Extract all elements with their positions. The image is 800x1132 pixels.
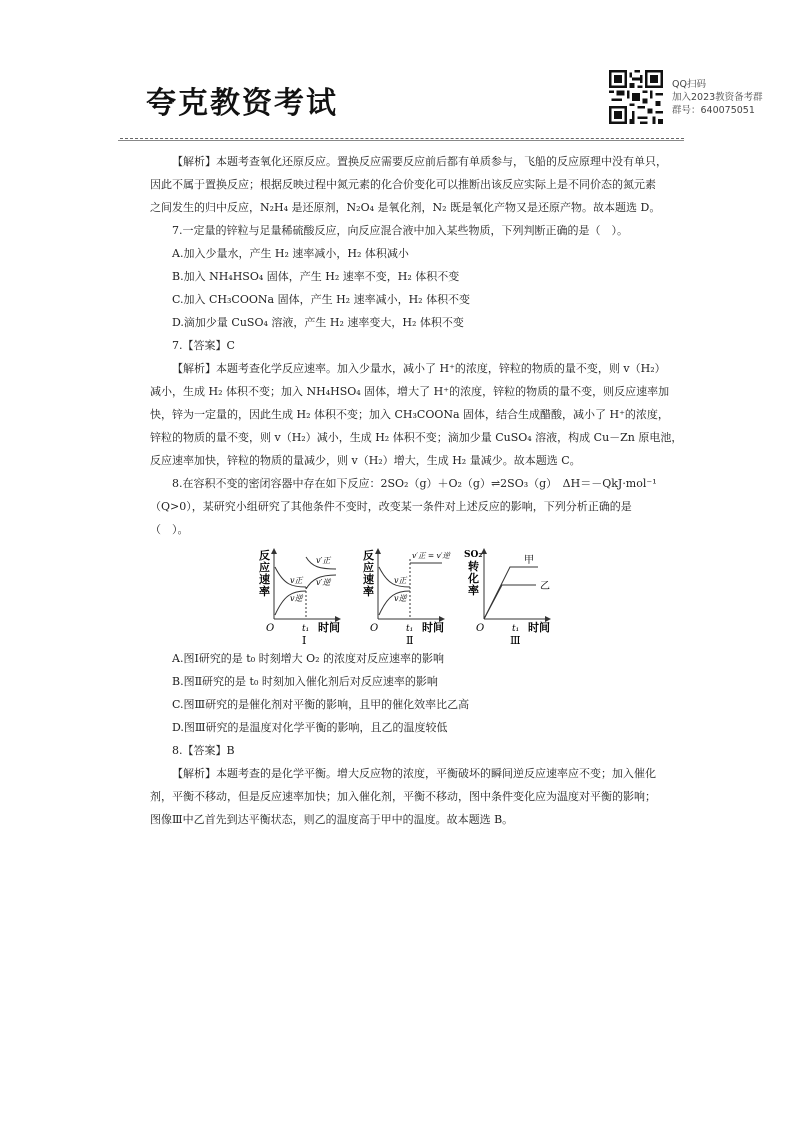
qr-caption-line1: QQ扫码	[672, 79, 706, 90]
text-line: 反应速率加快，锌粒的物质的量减少，则 v（H₂）增大，生成 H₂ 量减少。故本题选 C。	[150, 454, 581, 467]
graph-3-ylabel-2: 转	[468, 560, 479, 573]
graph-3-roman: Ⅲ	[510, 634, 521, 645]
text-line: 8.在容积不变的密闭容器中存在如下反应：2SO₂（g）＋O₂（g）⇌2SO₃（g） ΔH＝－QkJ·mol⁻¹	[172, 477, 657, 490]
graph-1-ylabel-3: 速	[259, 573, 270, 586]
text-line: B.加入 NH₄HSO₄ 固体，产生 H₂ 速率不变，H₂ 体积不变	[172, 270, 460, 283]
graph-2-ylabel-1: 反	[363, 549, 374, 562]
graph-2-ylabel-4: 率	[363, 585, 374, 598]
graph-1-ylabel-4: 率	[259, 585, 270, 598]
graph-2-origin: O	[370, 623, 379, 634]
text-line: 剂，平衡不移动，但是反应速率加快；加入催化剂，平衡不移动，图中条件变化应为温度对平衡的影响；	[150, 790, 656, 803]
graph-1-ylabel-1: 反	[259, 549, 270, 562]
text-line: 减小，生成 H₂ 体积不变；加入 NH₄HSO₄ 固体，增大了 H⁺的浓度，锌粒的物质的量不变，则反应速率加	[150, 385, 670, 398]
graph-3	[464, 549, 550, 645]
graph-1-label-v-fwd: v正	[290, 576, 303, 585]
text-line: D.滴加少量 CuSO₄ 溶液，产生 H₂ 速率变大，H₂ 体积不变	[172, 316, 464, 329]
text-line: 【解析】本题考查氧化还原反应。置换反应需要反应前后都有单质参与，飞船的反应原理中没有单只，	[172, 155, 667, 168]
figure-svg	[150, 545, 684, 645]
text-line: C.加入 CH₃COONa 固体，产生 H₂ 速率减小，H₂ 体积不变	[172, 293, 471, 306]
text-line: 快，锌为一定量的，因此生成 H₂ 体积不变；加入 CH₃COONa 固体，结合生成醋酸，减小了 H⁺的浓度，	[150, 408, 669, 421]
text-line: A.加入少量水，产生 H₂ 速率减小，H₂ 体积减小	[172, 247, 409, 260]
graph-2-xlabel: 时间	[422, 621, 444, 634]
text-line: （ ）。	[150, 523, 189, 536]
graph-3-xlabel: 时间	[528, 621, 550, 634]
qr-caption	[672, 78, 763, 117]
graph-3-tick-t1: t₁	[512, 624, 520, 634]
graph-3-label-yi: 乙	[540, 581, 550, 592]
graph-3-series-yi	[484, 585, 536, 619]
text-line: 图像Ⅲ中乙首先到达平衡状态，则乙的温度高于甲中的温度。故本题选 B。	[150, 813, 514, 826]
graph-1-roman: Ⅰ	[302, 634, 307, 645]
graph-1-origin: O	[266, 623, 275, 634]
text-block-bottom	[150, 647, 684, 831]
graph-3-label-jia: 甲	[524, 555, 534, 566]
text-line: 7.【答案】C	[172, 339, 235, 352]
graph-1-xlabel: 时间	[318, 621, 340, 634]
text-line: 之间发生的归中反应，N₂H₄ 是还原剂，N₂O₄ 是氧化剂，N₂ 既是氧化产物又是还原产物。故本题选 D。	[150, 201, 661, 214]
graph-1-label-v-rev2: v′逆	[316, 578, 331, 587]
figure-rate-graphs	[150, 545, 684, 645]
text-line: D.图Ⅲ研究的是温度对化学平衡的影响，且乙的温度较低	[172, 721, 448, 734]
text-line: 因此不属于置换反应；根据反映过程中氮元素的化合价变化可以推断出该反应实际上是不同价态的氮元素	[150, 178, 656, 191]
graph-3-origin: O	[476, 623, 485, 634]
graph-1-label-v-rev: v逆	[290, 594, 303, 603]
graph-2-ylabel-3: 速	[363, 573, 374, 586]
header-divider-dashed	[120, 138, 684, 139]
graph-3-ylabel-1: SO₂	[464, 550, 483, 560]
text-line: 8.【答案】B	[172, 744, 235, 757]
text-block-top	[150, 150, 684, 541]
text-line: 7.一定量的锌粒与足量稀硫酸反应，向反应混合液中加入某些物质，下列判断正确的是（ ）。	[172, 224, 628, 237]
qr-code-image	[609, 70, 663, 124]
text-line: C.图Ⅲ研究的是催化剂对平衡的影响，且甲的催化效率比乙高	[172, 698, 470, 711]
text-line: 【解析】本题考查的是化学平衡。增大反应物的浓度，平衡破坏的瞬间逆反应速率应不变；加入催化	[172, 767, 656, 780]
graph-1-tick-t1: t₁	[302, 624, 310, 634]
graph-2-ylabel-2: 应	[363, 561, 374, 574]
graph-1	[259, 548, 340, 645]
graph-3-ylabel-4: 率	[468, 584, 479, 597]
brand-logo: 夸克教资考试	[146, 86, 338, 121]
graph-3-ylabel-3: 化	[468, 572, 479, 585]
graph-1-label-v-fwd2: v′正	[316, 556, 331, 565]
graph-3-series-jia	[484, 567, 538, 619]
graph-2	[363, 548, 451, 645]
graph-2-label-v-rev: v逆	[394, 594, 407, 603]
text-line: A.图Ⅰ研究的是 t₀ 时刻增大 O₂ 的浓度对反应速率的影响	[172, 652, 445, 665]
graph-1-ylabel-2: 应	[259, 561, 270, 574]
graph-2-label-eq: v′正 = v′逆	[412, 551, 450, 560]
text-line: B.图Ⅱ研究的是 t₀ 时刻加入催化剂后对反应速率的影响	[172, 675, 438, 688]
qr-caption-line3: 群号：640075051	[672, 105, 755, 116]
graph-2-label-v-fwd: v正	[394, 576, 407, 585]
text-line: （Q>0），某研究小组研究了其他条件不变时，改变某一条件对上述反应的影响，下列分析正确的是	[150, 500, 632, 513]
graph-2-roman: Ⅱ	[406, 634, 414, 645]
text-line: 锌粒的物质的量不变，则 v（H₂）减小，生成 H₂ 体积不变；滴加少量 CuSO₄ 溶液，构成 Cu－Zn 原电池，	[150, 431, 683, 444]
text-line: 【解析】本题考查化学反应速率。加入少量水，减小了 H⁺的浓度，锌粒的物质的量不变，则 v（H₂）	[172, 362, 666, 375]
document-body	[150, 150, 684, 831]
graph-2-tick-t1: t₁	[406, 624, 414, 634]
qr-caption-line2: 加入2023教资备考群	[672, 92, 763, 103]
header-divider	[118, 140, 684, 141]
